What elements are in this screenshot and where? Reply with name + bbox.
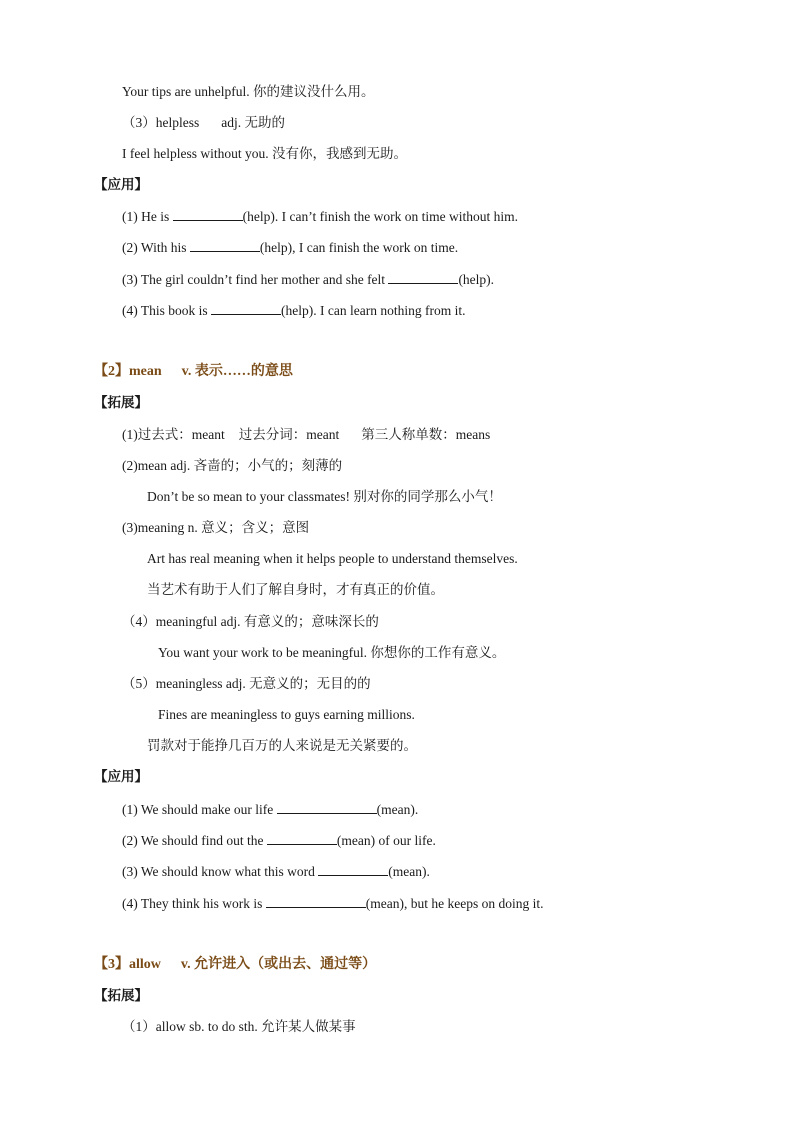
section-word: mean (129, 364, 162, 379)
entry-helpless-num: （3）helpless (122, 115, 200, 130)
example-meaningful: You want your work to be meaningful. 你想你的工作有意义。 (158, 645, 506, 660)
answer-blank[interactable] (266, 893, 366, 908)
entry-mean-adj: (2)mean adj. 吝啬的；小气的；刻薄的 (122, 458, 343, 473)
example-meaningless-en: Fines are meaningless to guys earning millions. (158, 707, 415, 722)
exercise-mean-1: (1) We should make our life (mean). (122, 799, 418, 820)
answer-blank[interactable] (388, 269, 458, 284)
section-heading-mean (94, 362, 293, 382)
apply-label-mean: 【应用】 (94, 769, 148, 785)
exercise-help-3: (3) The girl couldn’t find her mother and she felt (help). (122, 269, 494, 290)
form-third-person: 第三人称单数：means (361, 427, 491, 442)
apply-label-help: 【应用】 (94, 177, 148, 193)
exercise-help-1: (1) He is (help). I can’t finish the work on time without him. (122, 206, 518, 227)
entry-meaningless: （5）meaningless adj. 无意义的；无目的的 (122, 676, 371, 691)
expand-label-mean: 【拓展】 (94, 395, 148, 411)
form-past-participle: 过去分词：meant (238, 427, 340, 442)
answer-blank[interactable] (277, 799, 377, 814)
section-number: 【2】 (94, 364, 129, 379)
example-meaning-zh: 当艺术有助于人们了解自身时，才有真正的价值。 (147, 582, 444, 597)
expand-label-allow: 【拓展】 (94, 988, 148, 1004)
form-past: (1)过去式：meant (122, 427, 225, 442)
section-heading-allow (94, 955, 376, 975)
entry-meaningful: （4）meaningful adj. 有意义的；意味深长的 (122, 614, 379, 629)
answer-blank[interactable] (173, 206, 243, 221)
exercise-mean-3: (3) We should know what this word (mean). (122, 861, 430, 882)
section-definition: v. 表示……的意思 (181, 364, 293, 379)
answer-blank[interactable] (211, 300, 281, 315)
exercise-help-2: (2) With his (help), I can finish the work on time. (122, 237, 458, 258)
section-definition: v. 允许进入（或出去、通过等） (180, 957, 377, 972)
exercise-mean-2: (2) We should find out the (mean) of our life. (122, 830, 436, 851)
entry-meaning: (3)meaning n. 意义；含义；意图 (122, 520, 310, 535)
entry-helpless (122, 113, 285, 133)
exercise-help-4: (4) This book is (help). I can learn nothing from it. (122, 300, 465, 321)
example-meaning-en: Art has real meaning when it helps people to understand themselves. (147, 551, 518, 566)
mean-forms (122, 425, 490, 445)
example-mean: Don’t be so mean to your classmates! 别对你的同学那么小气！ (147, 489, 502, 504)
section-number: 【3】 (94, 957, 129, 972)
entry-helpless-pos: adj. 无助的 (221, 115, 285, 130)
example-unhelpful: Your tips are unhelpful. 你的建议没什么用。 (122, 84, 375, 99)
answer-blank[interactable] (190, 237, 260, 252)
example-helpless: I feel helpless without you. 没有你，我感到无助。 (122, 146, 407, 161)
example-meaningless-zh: 罚款对于能挣几百万的人来说是无关紧要的。 (147, 738, 417, 753)
answer-blank[interactable] (318, 861, 388, 876)
entry-allow-1: （1）allow sb. to do sth. 允许某人做某事 (122, 1019, 356, 1034)
exercise-mean-4: (4) They think his work is (mean), but he keeps on doing it. (122, 893, 543, 914)
answer-blank[interactable] (267, 830, 337, 845)
section-word: allow (129, 957, 161, 972)
